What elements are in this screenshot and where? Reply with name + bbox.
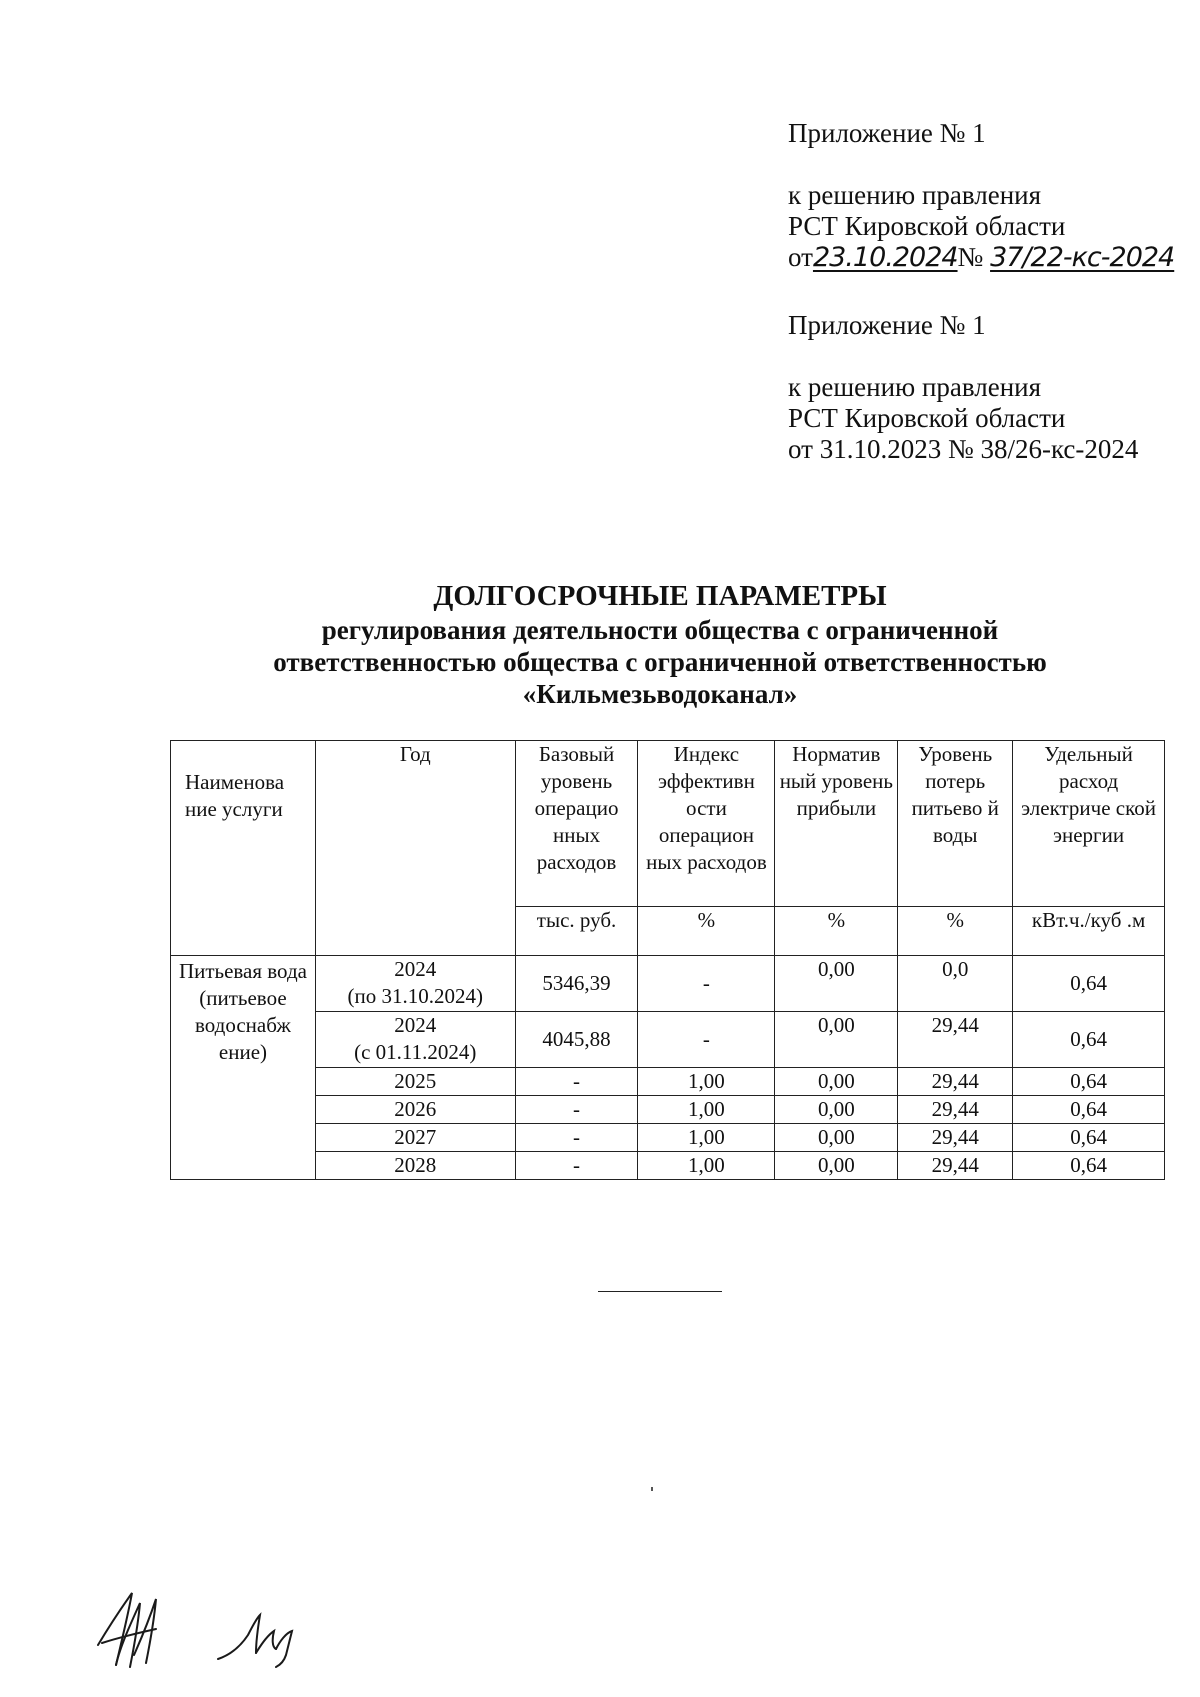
header-energy-consumption: Удельный расход электриче ской энергии [1013, 741, 1165, 907]
signatures [90, 1585, 330, 1680]
profit-cell: 0,00 [775, 1096, 898, 1124]
parameters-table [170, 740, 1165, 1180]
energy-cell: 0,64 [1013, 1012, 1165, 1068]
appendix-decision-line: к решению правления [788, 372, 1042, 402]
year-period: (по 31.10.2024) [347, 984, 483, 1008]
table-row [171, 1124, 1165, 1152]
energy-cell: 0,64 [1013, 956, 1165, 1012]
unit-base-cost: тыс. руб. [515, 907, 638, 956]
energy-cell: 0,64 [1013, 1096, 1165, 1124]
number-prefix: № [957, 242, 984, 272]
handwritten-number: 37/22-кс-2024 [990, 242, 1175, 273]
appendix-date-line [788, 242, 1174, 273]
year-cell: 2028 [315, 1152, 515, 1180]
efficiency-cell: 1,00 [638, 1096, 775, 1124]
table-header-row [171, 741, 1165, 907]
service-name-cell: Питьевая вода (питьевое водоснабж ение) [171, 956, 316, 1180]
profit-cell: 0,00 [775, 956, 898, 1012]
appendix-previous [788, 310, 1138, 465]
header-base-cost: Базовый уровень операцио нных расходов [515, 741, 638, 907]
unit-efficiency: % [638, 907, 775, 956]
table-row [171, 1096, 1165, 1124]
year-cell: 2025 [315, 1068, 515, 1096]
losses-cell: 29,44 [898, 1068, 1013, 1096]
header-profit-level: Норматив ный уровень прибыли [775, 741, 898, 907]
efficiency-cell: - [638, 956, 775, 1012]
unit-energy: кВт.ч./куб .м [1013, 907, 1165, 956]
appendix-authority-line: РСТ Кировской области [788, 403, 1066, 433]
year-cell: 2027 [315, 1124, 515, 1152]
profit-cell: 0,00 [775, 1012, 898, 1068]
year-cell [315, 1012, 515, 1068]
base-cost-cell: - [515, 1152, 638, 1180]
base-cost-cell: 5346,39 [515, 956, 638, 1012]
year-value: 2024 [394, 1013, 437, 1037]
handwritten-date: 23.10.2024 [812, 242, 958, 273]
profit-cell: 0,00 [775, 1124, 898, 1152]
header-efficiency-index: Индекс эффективн ости операцион ных расходов [638, 741, 775, 907]
appendix-title: Приложение № 1 [788, 310, 986, 340]
efficiency-cell: 1,00 [638, 1152, 775, 1180]
base-cost-cell: - [515, 1068, 638, 1096]
table-row [171, 956, 1165, 1012]
year-cell [315, 956, 515, 1012]
efficiency-cell: 1,00 [638, 1124, 775, 1152]
unit-profit: % [775, 907, 898, 956]
losses-cell: 29,44 [898, 1152, 1013, 1180]
header-water-losses: Уровень потерь питьево й воды [898, 741, 1013, 907]
header-year: Год [315, 741, 515, 956]
table-row [171, 1152, 1165, 1180]
losses-cell: 29,44 [898, 1124, 1013, 1152]
signature-1 [98, 1593, 156, 1667]
appendix-current [788, 118, 1174, 273]
date-prefix: от [788, 242, 813, 272]
energy-cell: 0,64 [1013, 1068, 1165, 1096]
unit-losses: % [898, 907, 1013, 956]
title-sub-3: «Кильмезьводоканал» [522, 679, 798, 709]
appendix-authority-line: РСТ Кировской области [788, 211, 1066, 241]
year-period: (с 01.11.2024) [354, 1040, 477, 1064]
title-sub-1: регулирования деятельности общества с ограниченной [321, 615, 999, 645]
energy-cell: 0,64 [1013, 1152, 1165, 1180]
signature-2 [218, 1615, 292, 1667]
document-title [0, 578, 1200, 710]
energy-cell: 0,64 [1013, 1124, 1165, 1152]
appendix-decision-line: к решению правления [788, 180, 1042, 210]
table-row [171, 1068, 1165, 1096]
efficiency-cell: 1,00 [638, 1068, 775, 1096]
year-value: 2024 [394, 957, 437, 981]
efficiency-cell: - [638, 1012, 775, 1068]
year-cell: 2026 [315, 1096, 515, 1124]
losses-cell: 0,0 [898, 956, 1013, 1012]
losses-cell: 29,44 [898, 1096, 1013, 1124]
profit-cell: 0,00 [775, 1152, 898, 1180]
base-cost-cell: - [515, 1096, 638, 1124]
title-sub-2: ответственностью общества с ограниченной ответственностью [273, 647, 1047, 677]
header-service-name: Наименова ние услуги [171, 741, 316, 956]
base-cost-cell: - [515, 1124, 638, 1152]
base-cost-cell: 4045,88 [515, 1012, 638, 1068]
losses-cell: 29,44 [898, 1012, 1013, 1068]
table-row [171, 1012, 1165, 1068]
title-main: ДОЛГОСРОЧНЫЕ ПАРАМЕТРЫ [433, 580, 887, 612]
profit-cell: 0,00 [775, 1068, 898, 1096]
scan-speck [651, 1487, 653, 1491]
footer-divider [598, 1291, 722, 1292]
appendix-date-number-line: от 31.10.2023 № 38/26-кс-2024 [788, 434, 1139, 464]
appendix-title: Приложение № 1 [788, 118, 986, 148]
